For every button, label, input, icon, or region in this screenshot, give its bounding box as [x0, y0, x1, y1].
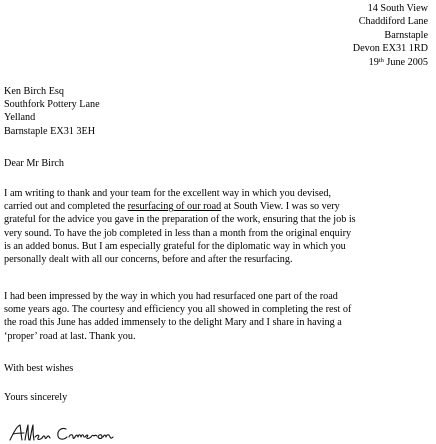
sign-off: Yours sincerely: [4, 392, 68, 403]
paragraph-line: personally dealt with all our concerns, before and after the resurfacing.: [4, 254, 293, 266]
recipient-address: [4, 85, 100, 138]
recipient-address-line: Southfork Pottery Lane: [4, 99, 100, 111]
handwritten-signature: [8, 422, 158, 444]
body-paragraph-1: [4, 187, 434, 266]
paragraph-text: carried out and completed the: [4, 201, 128, 213]
recipient-name: Ken Birch Esq: [4, 86, 64, 97]
sender-address-line: 14 South View: [367, 3, 428, 14]
paragraph-line: ‘proper’ road at last. Thank you.: [4, 330, 136, 342]
paragraph-line: [4, 200, 434, 213]
date-day: 19: [368, 56, 379, 68]
recipient-address-line: Yelland: [4, 112, 36, 124]
paragraph-line: is an added bonus. But I am especially grateful for the diplomatic way in which you: [4, 240, 346, 252]
paragraph-line: some years ago. The courtesy and efficiency you all showed in completing the rest of: [4, 304, 352, 316]
paragraph-text: at South View. I was so very: [221, 201, 340, 213]
salutation: Dear Mr Birch: [4, 158, 64, 169]
paragraph-line: the road this June has added immensely to the delight Mary and I share in having a: [4, 317, 342, 329]
date-month-year: June 2005: [383, 56, 428, 68]
recipient-address-line: Barnstaple EX31 3EH: [4, 125, 96, 137]
paragraph-line: very sound. To have the job completed in less than a month from the original enquiry: [4, 227, 352, 239]
sender-address-line: Barnstaple: [384, 29, 428, 41]
handwritten-underline-text: resurfacing of our road: [127, 201, 222, 213]
date-suffix: th: [378, 56, 384, 64]
closing-wishes: With best wishes: [4, 363, 74, 374]
sender-address: [353, 2, 428, 69]
sender-address-line: Chaddiford Lane: [358, 16, 428, 28]
letter-date: [353, 56, 428, 69]
body-paragraph-2: [4, 290, 434, 343]
paragraph-line: grateful for the advice you gave in the preparation of the work, ensuring that the job is: [4, 214, 356, 226]
paragraph-line: I am writing to thank and your team for the excellent way in which you devised,: [4, 188, 332, 199]
sender-address-line: Devon EX31 1RD: [352, 43, 428, 55]
paragraph-line: I had been impressed by the way in which you had resurfaced one part of the road: [4, 291, 338, 302]
